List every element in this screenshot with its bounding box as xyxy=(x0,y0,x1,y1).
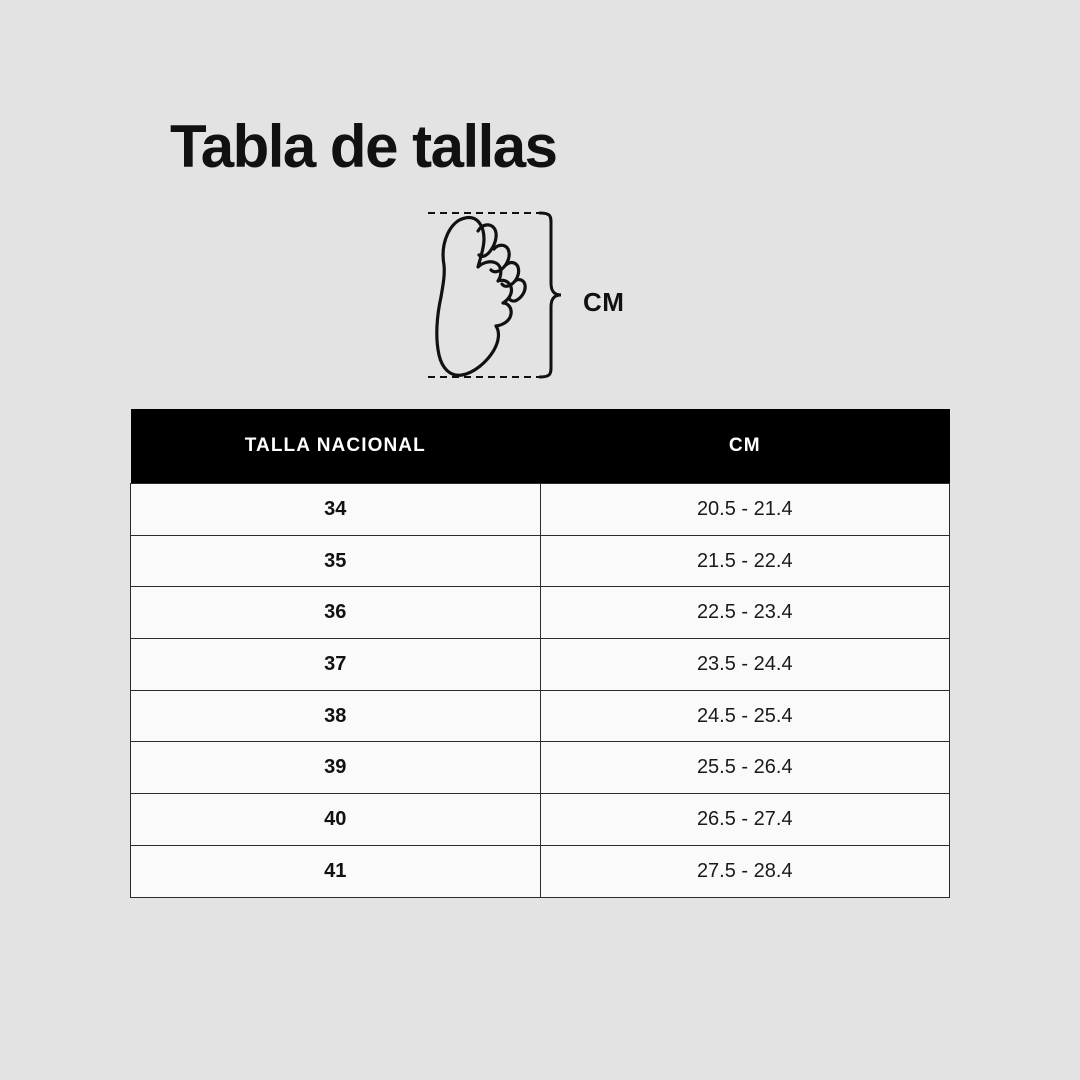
table-row xyxy=(131,484,950,536)
table-row xyxy=(131,690,950,742)
cell-cm: 21.5 - 22.4 xyxy=(540,535,950,587)
page-title: Tabla de tallas xyxy=(170,113,557,180)
cell-talla: 35 xyxy=(131,535,541,587)
cell-cm: 26.5 - 27.4 xyxy=(540,794,950,846)
cell-talla: 41 xyxy=(131,845,541,897)
foot-measure-diagram xyxy=(420,205,680,395)
cell-cm: 23.5 - 24.4 xyxy=(540,639,950,691)
cell-talla: 36 xyxy=(131,587,541,639)
column-header-talla-nacional: TALLA NACIONAL xyxy=(131,409,541,484)
table-row xyxy=(131,587,950,639)
table-header-row xyxy=(131,409,950,484)
cell-cm: 20.5 - 21.4 xyxy=(540,484,950,536)
cell-cm: 27.5 - 28.4 xyxy=(540,845,950,897)
cell-talla: 39 xyxy=(131,742,541,794)
table-body xyxy=(131,484,950,898)
table-row xyxy=(131,535,950,587)
footprint-icon xyxy=(437,218,525,376)
table-row xyxy=(131,639,950,691)
table-header xyxy=(131,409,950,484)
diagram-cm-label: CM xyxy=(583,287,625,317)
table-row xyxy=(131,845,950,897)
table-row xyxy=(131,794,950,846)
column-header-cm: CM xyxy=(540,409,950,484)
cell-cm: 24.5 - 25.4 xyxy=(540,690,950,742)
cell-talla: 37 xyxy=(131,639,541,691)
cell-cm: 22.5 - 23.4 xyxy=(540,587,950,639)
cell-talla: 40 xyxy=(131,794,541,846)
cell-cm: 25.5 - 26.4 xyxy=(540,742,950,794)
table-row xyxy=(131,742,950,794)
size-table xyxy=(130,409,950,898)
curly-brace-icon xyxy=(540,213,561,377)
cell-talla: 38 xyxy=(131,690,541,742)
cell-talla: 34 xyxy=(131,484,541,536)
size-table-container xyxy=(130,409,950,898)
